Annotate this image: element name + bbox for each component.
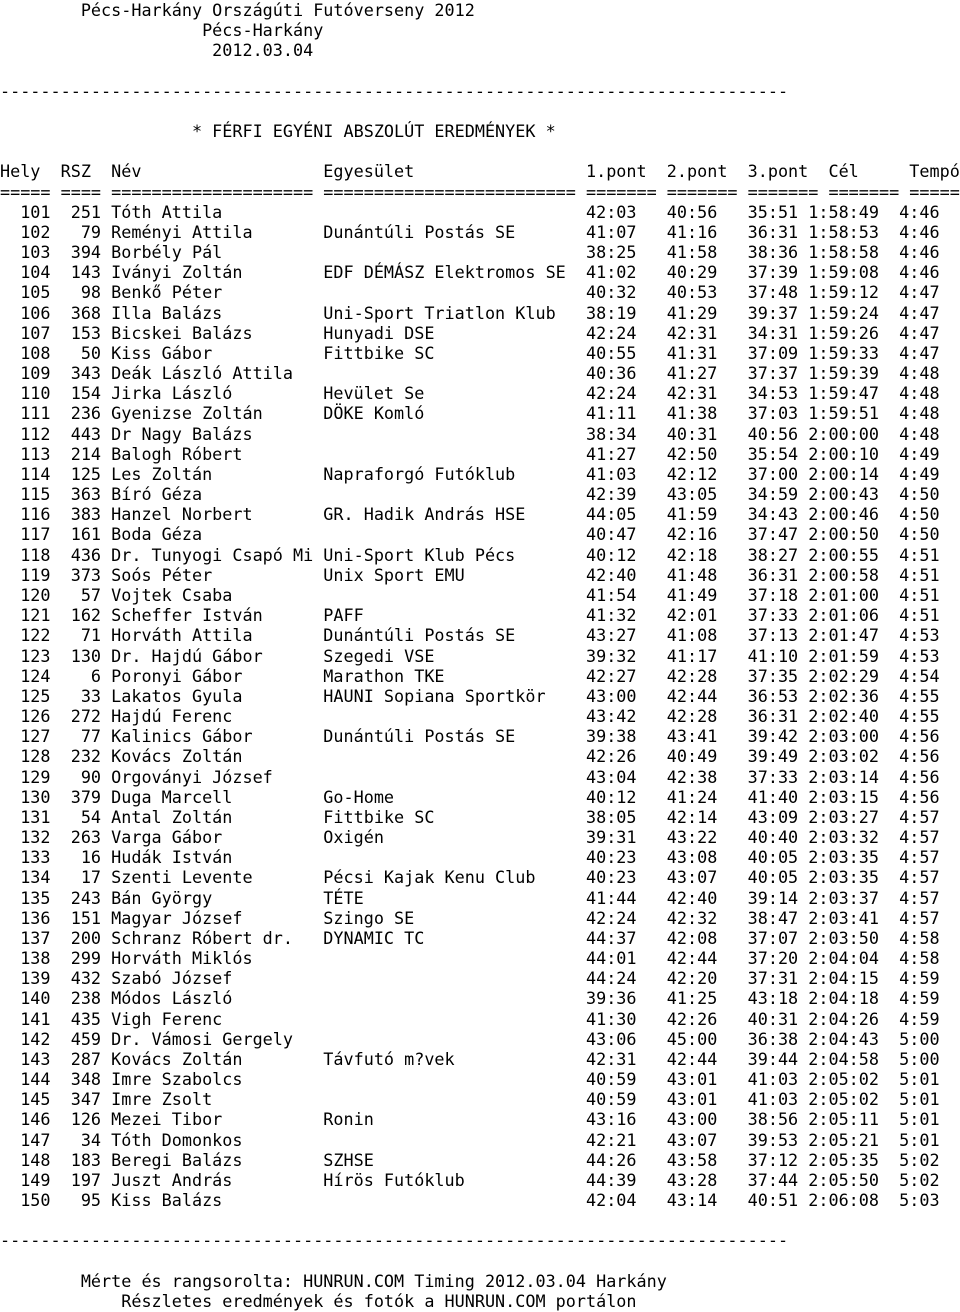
table-row: 104 143 Iványi Zoltán EDF DÉMÁSZ Elektromos SE 41:02 40:29 37:39 1:59:08 4:46 <box>0 262 940 283</box>
table-row: 114 125 Les Zoltán Napraforgó Futóklub 41:03 42:12 37:00 2:00:14 4:49 <box>0 463 940 484</box>
table-row: 112 443 Dr Nagy Balázs 38:34 40:31 40:56 2:00:00 4:48 <box>0 423 940 444</box>
race-date: 2012.03.04 <box>0 40 314 61</box>
blank-line <box>0 61 960 81</box>
table-row: 105 98 Benkő Péter 40:32 40:53 37:48 1:59:12 4:47 <box>0 282 940 303</box>
table-row: 111 236 Gyenizse Zoltán DÖKE Komló 41:11 41:38 37:03 1:59:51 4:48 <box>0 403 940 424</box>
table-row: 142 459 Dr. Vámosi Gergely 43:06 45:00 36:38 2:04:43 5:00 <box>0 1028 940 1049</box>
table-row: 108 50 Kiss Gábor Fittbike SC 40:55 41:31 37:09 1:59:33 4:47 <box>0 342 940 363</box>
table-row: 131 54 Antal Zoltán Fittbike SC 38:05 42:14 43:09 2:03:27 4:57 <box>0 806 940 827</box>
table-row: 145 347 Imre Zsolt 40:59 43:01 41:03 2:05:02 5:01 <box>0 1089 940 1110</box>
table-row: 141 435 Vigh Ferenc 41:30 42:26 40:31 2:04:26 4:59 <box>0 1008 940 1029</box>
table-row: 138 299 Horváth Miklós 44:01 42:44 37:20 2:04:04 4:58 <box>0 948 940 969</box>
table-row: 143 287 Kovács Zoltán Távfutó m?vek 42:31 42:44 39:44 2:04:58 5:00 <box>0 1048 940 1069</box>
blank-line <box>0 141 960 161</box>
table-row: 137 200 Schranz Róbert dr. DYNAMIC TC 44:37 42:08 37:07 2:03:50 4:58 <box>0 927 940 948</box>
table-row: 101 251 Tóth Attila 42:03 40:56 35:51 1:58:49 4:46 <box>0 201 940 222</box>
table-row: 109 343 Deák László Attila 40:36 41:27 37:37 1:59:39 4:48 <box>0 363 940 384</box>
table-row: 150 95 Kiss Balázs 42:04 43:14 40:51 2:06:08 5:03 <box>0 1190 940 1211</box>
table-row: 117 161 Boda Géza 40:47 42:16 37:47 2:00:50 4:50 <box>0 524 940 545</box>
table-row: 149 197 Juszt András Hírös Futóklub 44:39 43:28 37:44 2:05:50 5:02 <box>0 1169 940 1190</box>
bottom-rule: ------------------------------------------------------------------------------ <box>0 1230 789 1251</box>
table-body <box>0 202 960 1211</box>
table-row: 130 379 Duga Marcell Go-Home 40:12 41:24 41:40 2:03:15 4:56 <box>0 786 940 807</box>
table-row: 124 6 Poronyi Gábor Marathon TKE 42:27 42:28 37:35 2:02:29 4:54 <box>0 665 940 686</box>
table-row: 121 162 Scheffer István PAFF 41:32 42:01 37:33 2:01:06 4:51 <box>0 605 940 626</box>
table-row: 115 363 Bíró Géza 42:39 43:05 34:59 2:00:43 4:50 <box>0 484 940 505</box>
table-row: 144 348 Imre Szabolcs 40:59 43:01 41:03 2:05:02 5:01 <box>0 1069 940 1090</box>
table-row: 107 153 Bicskei Balázs Hunyadi DSE 42:24 42:31 34:31 1:59:26 4:47 <box>0 322 940 343</box>
table-row: 120 57 Vojtek Csaba 41:54 41:49 37:18 2:01:00 4:51 <box>0 584 940 605</box>
table-row: 125 33 Lakatos Gyula HAUNI Sopiana Sportkör 43:00 42:44 36:53 2:02:36 4:55 <box>0 685 940 706</box>
table-row: 118 436 Dr. Tunyogi Csapó Mi Uni-Sport Klub Pécs 40:12 42:18 38:27 2:00:55 4:51 <box>0 544 940 565</box>
table-row: 133 16 Hudák István 40:23 43:08 40:05 2:03:35 4:57 <box>0 847 940 868</box>
table-row: 146 126 Mezei Tibor Ronin 43:16 43:00 38:56 2:05:11 5:01 <box>0 1109 940 1130</box>
table-row: 106 368 Illa Balázs Uni-Sport Triatlon Klub 38:19 41:29 39:37 1:59:24 4:47 <box>0 302 940 323</box>
table-row: 110 154 Jirka László Hevület Se 42:24 42:31 34:53 1:59:47 4:48 <box>0 383 940 404</box>
table-row: 139 432 Szabó József 44:24 42:20 37:31 2:04:15 4:59 <box>0 968 940 989</box>
table-row: 135 243 Bán György TÉTE 41:44 42:40 39:14 2:03:37 4:57 <box>0 887 940 908</box>
table-row: 113 214 Balogh Róbert 41:27 42:50 35:54 2:00:10 4:49 <box>0 443 940 464</box>
category-heading: * FÉRFI EGYÉNI ABSZOLÚT EREDMÉNYEK * <box>0 121 556 142</box>
blank-line <box>0 1210 960 1230</box>
table-separator: ===== ==== ==================== ========================= ======= ======= ======= ======= ===== <box>0 181 960 202</box>
table-row: 126 272 Hajdú Ferenc 43:42 42:28 36:31 2:02:40 4:55 <box>0 706 940 727</box>
table-row: 129 90 Orgoványi József 43:04 42:38 37:33 2:03:14 4:56 <box>0 766 940 787</box>
table-row: 147 34 Tóth Domonkos 42:21 43:07 39:53 2:05:21 5:01 <box>0 1129 940 1150</box>
blank-line <box>0 101 960 121</box>
table-row: 134 17 Szenti Levente Pécsi Kajak Kenu Club 40:23 43:07 40:05 2:03:35 4:57 <box>0 867 940 888</box>
footer-timing: Mérte és rangsorolta: HUNRUN.COM Timing 2012.03.04 Harkány <box>0 1270 667 1291</box>
table-row: 127 77 Kalinics Gábor Dunántúli Postás SE 39:38 43:41 39:42 2:03:00 4:56 <box>0 726 940 747</box>
table-row: 122 71 Horváth Attila Dunántúli Postás SE 43:27 41:08 37:13 2:01:47 4:53 <box>0 625 940 646</box>
table-row: 136 151 Magyar József Szingo SE 42:24 42:32 38:47 2:03:41 4:57 <box>0 907 940 928</box>
top-rule: ------------------------------------------------------------------------------ <box>0 80 789 101</box>
race-title: Pécs-Harkány Országúti Futóverseny 2012 <box>0 0 475 20</box>
race-location: Pécs-Harkány <box>0 20 324 41</box>
table-row: 123 130 Dr. Hajdú Gábor Szegedi VSE 39:32 41:17 41:10 2:01:59 4:53 <box>0 645 940 666</box>
blank-line <box>0 1251 960 1271</box>
table-row: 140 238 Módos László 39:36 41:25 43:18 2:04:18 4:59 <box>0 988 940 1009</box>
table-row: 102 79 Reményi Attila Dunántúli Postás SE 41:07 41:16 36:31 1:58:53 4:46 <box>0 221 940 242</box>
table-row: 148 183 Beregi Balázs SZHSE 44:26 43:58 37:12 2:05:35 5:02 <box>0 1149 940 1170</box>
table-row: 116 383 Hanzel Norbert GR. Hadik András HSE 44:05 41:59 34:43 2:00:46 4:50 <box>0 504 940 525</box>
table-row: 132 263 Varga Gábor Oxigén 39:31 43:22 40:40 2:03:32 4:57 <box>0 827 940 848</box>
table-row: 119 373 Soós Péter Unix Sport EMU 42:40 41:48 36:31 2:00:58 4:51 <box>0 564 940 585</box>
footer-portal: Részletes eredmények és fotók a HUNRUN.COM portálon <box>0 1291 637 1311</box>
table-row: 103 394 Borbély Pál 38:25 41:58 38:36 1:58:58 4:46 <box>0 242 940 263</box>
table-header: Hely RSZ Név Egyesület 1.pont 2.pont 3.pont Cél Tempó <box>0 161 960 182</box>
table-row: 128 232 Kovács Zoltán 42:26 40:49 39:49 2:03:02 4:56 <box>0 746 940 767</box>
